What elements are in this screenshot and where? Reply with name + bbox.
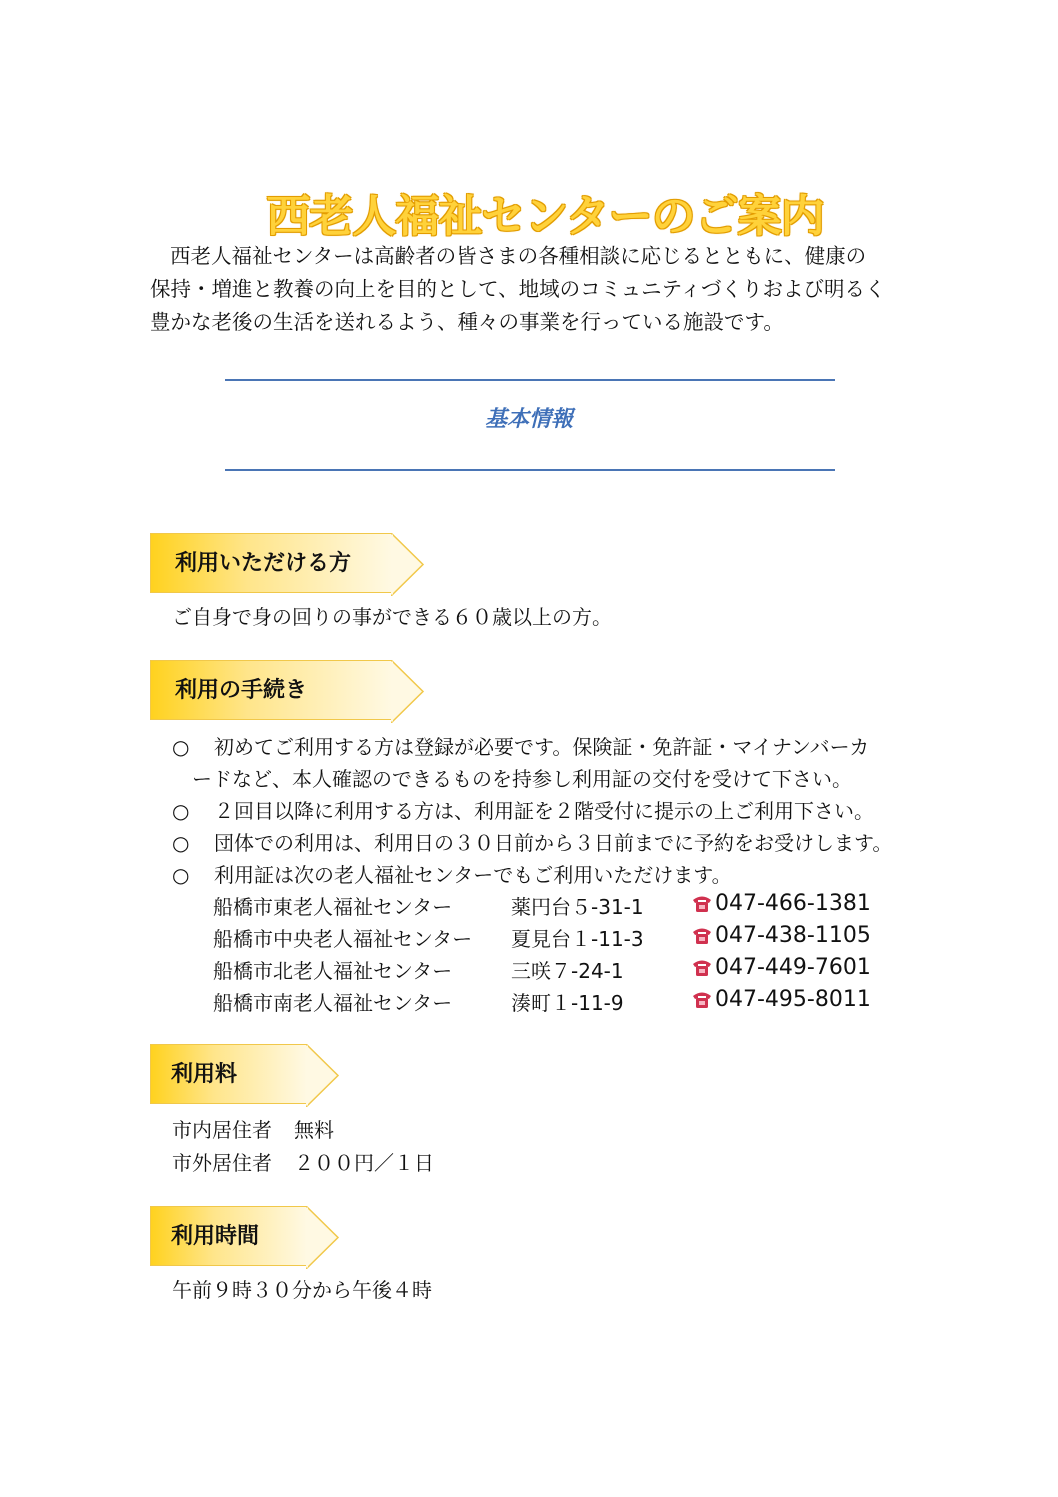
center-address: 三咲７-24-1	[511, 959, 624, 983]
arrow-icon	[391, 660, 425, 723]
intro-text	[150, 240, 920, 339]
fee-row	[172, 1114, 334, 1143]
list-item: ○ 団体での利用は、利用日の３０日前から３日前までに予約をお受けします。	[172, 831, 893, 855]
arrow-icon	[306, 1206, 340, 1269]
center-name: 船橋市東老人福祉センター	[213, 895, 453, 919]
hours-label-text: 利用時間	[171, 1224, 260, 1249]
fee-label-text: 利用料	[171, 1062, 238, 1087]
divider-top	[225, 379, 835, 381]
fee-label	[150, 1044, 307, 1104]
center-name: 船橋市中央老人福祉センター	[213, 927, 473, 951]
center-tel: 047-495-8011	[691, 987, 871, 1012]
center-address: 湊町１-11-9	[511, 991, 624, 1015]
fee-row	[172, 1147, 434, 1176]
phone-icon	[691, 925, 713, 945]
phone-icon	[691, 893, 713, 913]
center-name: 船橋市南老人福祉センター	[213, 991, 453, 1015]
phone-icon	[691, 989, 713, 1009]
circle-bullet: ○	[172, 799, 190, 823]
eligible-label	[150, 533, 392, 593]
eligible-label-text: 利用いただける方	[175, 551, 352, 576]
basic-info-heading: 基本情報	[484, 407, 573, 432]
procedure-label-text: 利用の手続き	[175, 678, 308, 703]
circle-bullet: ○	[172, 831, 190, 855]
procedure-label	[150, 660, 392, 720]
center-address: 夏見台１-11-3	[511, 927, 644, 951]
center-tel: 047-438-1105	[691, 923, 871, 948]
page-title: 西老人福祉センターのご案内	[266, 191, 824, 242]
intro-line-1: 西老人福祉センターは高齢者の皆さまの各種相談に応じるとともに、健康の	[170, 244, 867, 268]
intro-line-3: 豊かな老後の生活を送れるよう、種々の事業を行っている施設です。	[150, 310, 784, 334]
fee-amount: 無料	[294, 1118, 334, 1142]
fee-who: 市外居住者	[172, 1151, 272, 1175]
intro-line-2: 保持・増進と教養の向上を目的として、地域のコミュニティづくりおよび明るく	[150, 277, 886, 301]
center-tel: 047-466-1381	[691, 891, 871, 916]
list-item: ○ 初めてご利用する方は登録が必要です。保険証・免許証・マイナンバーカ	[172, 735, 870, 759]
center-name: 船橋市北老人福祉センター	[213, 959, 453, 983]
hours-text: 午前９時３０分から午後４時	[172, 1278, 432, 1302]
center-tel: 047-449-7601	[691, 955, 871, 980]
phone-icon	[691, 957, 713, 977]
fee-amount: ２００円／１日	[294, 1151, 434, 1175]
arrow-icon	[391, 533, 425, 596]
circle-bullet: ○	[172, 735, 190, 759]
list-item: ○ ２回目以降に利用する方は、利用証を２階受付に提示の上ご利用下さい。	[172, 799, 874, 823]
circle-bullet: ○	[172, 863, 190, 887]
arrow-icon	[306, 1044, 340, 1107]
fee-who: 市内居住者	[172, 1118, 272, 1142]
list-item-continuation: ードなど、本人確認のできるものを持参し利用証の交付を受けて下さい。	[192, 767, 852, 791]
list-item: ○ 利用証は次の老人福祉センターでもご利用いただけます。	[172, 863, 732, 887]
hours-label	[150, 1206, 307, 1266]
center-address: 薬円台５-31-1	[511, 895, 644, 919]
eligible-text: ご自身で身の回りの事ができる６０歳以上の方。	[172, 605, 612, 629]
divider-bottom	[225, 469, 835, 471]
